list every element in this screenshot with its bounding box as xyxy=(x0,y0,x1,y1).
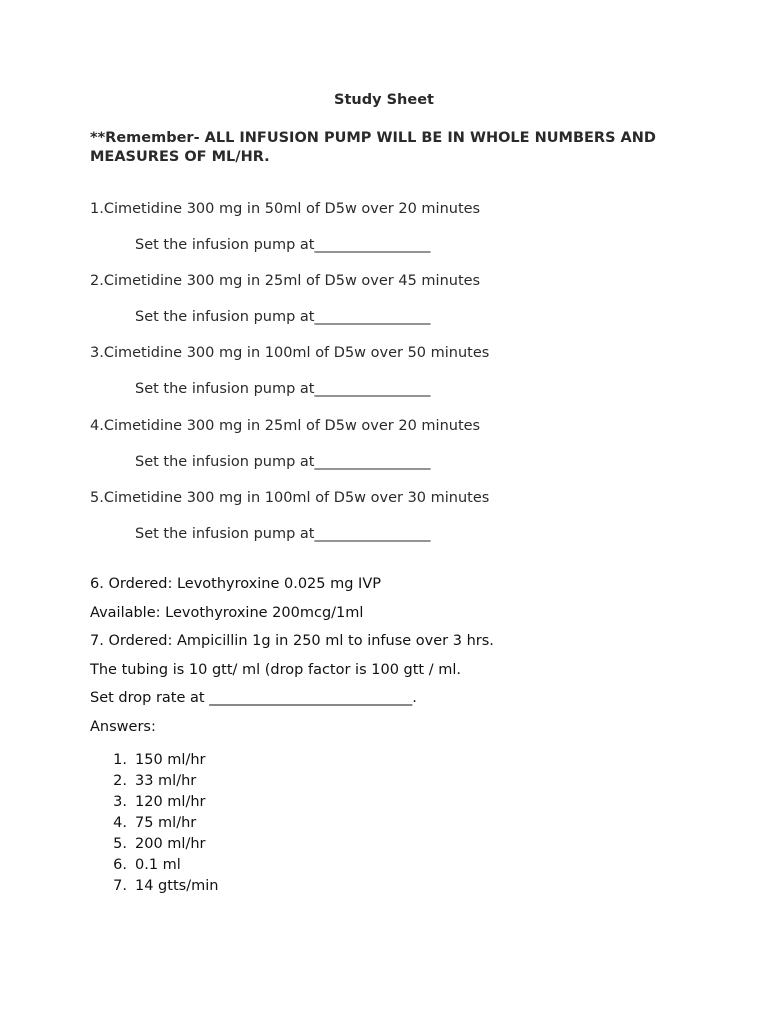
answer-text: 200 ml/hr xyxy=(135,836,206,852)
answer-item xyxy=(90,813,218,834)
answer-text: 14 gtts/min xyxy=(135,878,219,894)
answer-text: 0.1 ml xyxy=(135,857,181,873)
answer-text: 150 ml/hr xyxy=(135,752,206,768)
question-1-pump-line: Set the infusion pump at________________ xyxy=(135,237,431,253)
answers-list xyxy=(90,750,218,897)
question-6-ordered: 6. Ordered: Levothyroxine 0.025 mg IVP xyxy=(90,576,381,592)
answer-text: 120 ml/hr xyxy=(135,794,206,810)
question-2-pump-line: Set the infusion pump at________________ xyxy=(135,309,431,325)
answer-text: 75 ml/hr xyxy=(135,815,197,831)
question-5-pump-line: Set the infusion pump at________________ xyxy=(135,526,431,542)
question-1-prompt: 1.Cimetidine 300 mg in 50ml of D5w over 20 minutes xyxy=(90,201,481,217)
answer-number: 5. xyxy=(113,836,127,852)
question-2-prompt: 2.Cimetidine 300 mg in 25ml of D5w over 45 minutes xyxy=(90,273,481,289)
page-title: Study Sheet xyxy=(334,92,434,108)
answer-item xyxy=(90,855,218,876)
answer-number: 6. xyxy=(113,857,127,873)
answer-text: 33 ml/hr xyxy=(135,773,197,789)
answer-item xyxy=(90,876,218,897)
answer-number: 7. xyxy=(113,878,127,894)
remember-note: **Remember- ALL INFUSION PUMP WILL BE IN WHOLE NUMBERS AND MEASURES OF ML/HR. xyxy=(90,130,656,165)
question-7-ordered: 7. Ordered: Ampicillin 1g in 250 ml to infuse over 3 hrs. xyxy=(90,633,494,649)
question-3-pump-line: Set the infusion pump at________________ xyxy=(135,381,431,397)
answers-label: Answers: xyxy=(90,719,156,735)
answer-number: 1. xyxy=(113,752,127,768)
question-4-pump-line: Set the infusion pump at________________ xyxy=(135,454,431,470)
answer-item xyxy=(90,834,218,855)
answer-item xyxy=(90,771,218,792)
answer-item xyxy=(90,792,218,813)
question-7-tubing: The tubing is 10 gtt/ ml (drop factor is 100 gtt / ml. xyxy=(90,662,461,678)
question-6-available: Available: Levothyroxine 200mcg/1ml xyxy=(90,605,364,621)
question-5-prompt: 5.Cimetidine 300 mg in 100ml of D5w over 30 minutes xyxy=(90,490,490,506)
answer-number: 3. xyxy=(113,794,127,810)
question-7-drop-rate: Set drop rate at ____________________________. xyxy=(90,690,417,706)
answer-number: 4. xyxy=(113,815,127,831)
question-4-prompt: 4.Cimetidine 300 mg in 25ml of D5w over 20 minutes xyxy=(90,418,481,434)
question-3-prompt: 3.Cimetidine 300 mg in 100ml of D5w over 50 minutes xyxy=(90,345,490,361)
answer-item xyxy=(90,750,218,771)
answer-number: 2. xyxy=(113,773,127,789)
